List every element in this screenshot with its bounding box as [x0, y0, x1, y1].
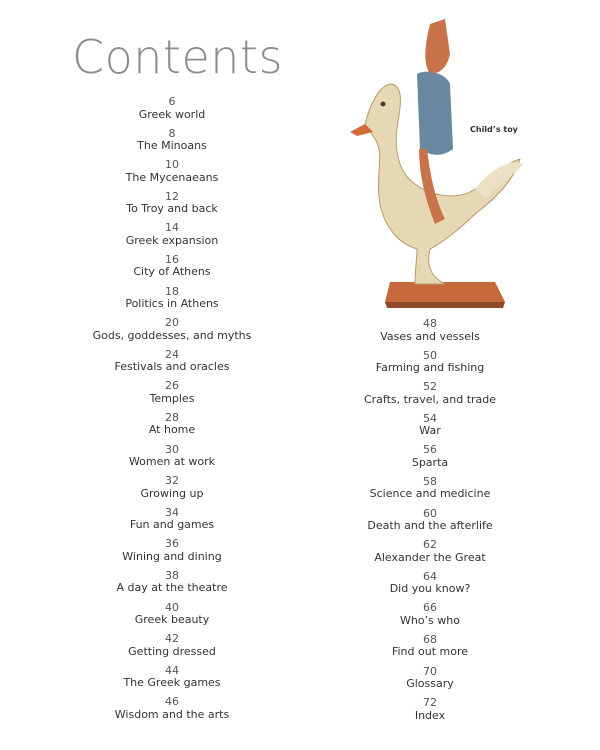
entry-title: Wining and dining: [122, 549, 222, 563]
entry-title: At home: [148, 423, 196, 437]
contents-entry: [310, 539, 550, 571]
entry-page-number: 10: [165, 158, 179, 172]
rider-head: [425, 19, 450, 73]
contents-entry: [310, 666, 550, 698]
entry-title: Gods, goddesses, and myths: [92, 328, 252, 342]
contents-entry: [310, 381, 550, 413]
entry-page-number: 66: [423, 601, 437, 615]
entry-title: Getting dressed: [128, 644, 216, 658]
contents-entry: [52, 380, 292, 412]
contents-entry: [52, 507, 292, 539]
entry-title: Find out more: [391, 645, 469, 659]
image-caption: Child’s toy: [470, 125, 518, 134]
entry-page-number: 20: [165, 316, 179, 330]
entry-page-number: 12: [165, 189, 179, 203]
contents-entry: [52, 128, 292, 160]
contents-entry: [52, 159, 292, 191]
contents-entry: [52, 349, 292, 381]
contents-entry: [310, 571, 550, 603]
page-title: Contents: [72, 30, 283, 84]
contents-entry: [310, 697, 550, 729]
entry-title: Wisdom and the arts: [114, 707, 230, 721]
contents-entry: [310, 413, 550, 445]
entry-page-number: 50: [423, 348, 437, 362]
entry-page-number: 62: [423, 538, 437, 552]
entry-title: The Mycenaeans: [125, 170, 219, 184]
contents-entry: [52, 317, 292, 349]
entry-page-number: 28: [165, 410, 179, 424]
entry-title: Sparta: [411, 455, 449, 469]
contents-entry: [310, 602, 550, 634]
entry-title: Science and medicine: [369, 487, 491, 501]
entry-title: Farming and fishing: [375, 361, 485, 375]
entry-title: Glossary: [406, 677, 454, 691]
contents-entry: [52, 665, 292, 697]
entry-title: Index: [414, 708, 446, 722]
entry-title: Temples: [149, 391, 195, 405]
entry-page-number: 30: [165, 442, 179, 456]
childs-toy-image: [345, 14, 525, 314]
entry-title: Politics in Athens: [125, 297, 219, 311]
contents-entry: [52, 633, 292, 665]
contents-entry: [52, 444, 292, 476]
entry-page-number: 56: [423, 443, 437, 457]
entry-page-number: 48: [423, 317, 437, 330]
entry-page-number: 14: [165, 221, 179, 235]
entry-page-number: 64: [423, 569, 437, 583]
entry-page-number: 70: [423, 664, 437, 678]
entry-title: Crafts, travel, and trade: [363, 392, 497, 406]
contents-entry: [52, 696, 292, 728]
entry-page-number: 36: [165, 537, 179, 551]
entry-page-number: 16: [165, 252, 179, 266]
contents-entry: [52, 538, 292, 570]
entry-page-number: 54: [423, 411, 437, 425]
entry-title: Did you know?: [389, 582, 471, 596]
entry-page-number: 34: [165, 505, 179, 519]
entry-page-number: 40: [165, 600, 179, 614]
entry-title: The Minoans: [137, 139, 207, 153]
contents-list-left: [52, 96, 292, 728]
contents-entry: [52, 96, 292, 128]
entry-title: To Troy and back: [126, 202, 218, 216]
entry-page-number: 32: [165, 474, 179, 488]
entry-title: Vases and vessels: [380, 329, 480, 343]
entry-title: Greek world: [138, 107, 206, 121]
entry-page-number: 52: [423, 380, 437, 394]
entry-page-number: 26: [165, 379, 179, 393]
entry-page-number: 6: [168, 95, 176, 108]
entry-title: A day at the theatre: [116, 581, 228, 595]
contents-entry: [310, 634, 550, 666]
entry-page-number: 38: [165, 568, 179, 582]
entry-title: Festivals and oracles: [114, 360, 230, 374]
contents-entry: [310, 476, 550, 508]
rider-cloak: [417, 72, 453, 155]
contents-entry: [52, 191, 292, 223]
contents-entry: [310, 444, 550, 476]
entry-title: Greek beauty: [134, 613, 210, 626]
contents-entry: [310, 350, 550, 382]
contents-entry: [52, 475, 292, 507]
entry-title: Women at work: [128, 455, 216, 469]
entry-page-number: 72: [423, 696, 437, 710]
contents-entry: [310, 318, 550, 350]
contents-entry: [52, 286, 292, 318]
contents-entry: [52, 602, 292, 634]
entry-page-number: 8: [168, 126, 176, 140]
entry-page-number: 44: [165, 663, 179, 677]
entry-page-number: 60: [423, 506, 437, 520]
entry-page-number: 46: [165, 695, 179, 709]
entry-page-number: 42: [165, 632, 179, 646]
entry-title: Death and the afterlife: [367, 519, 493, 533]
entry-title: Growing up: [140, 486, 204, 500]
entry-title: Alexander the Great: [374, 550, 486, 564]
entry-title: Fun and games: [129, 518, 215, 532]
contents-entry: [310, 508, 550, 540]
entry-page-number: 18: [165, 284, 179, 298]
entry-title: Who’s who: [399, 613, 460, 627]
entry-title: City of Athens: [133, 265, 211, 279]
contents-entry: [52, 570, 292, 602]
entry-page-number: 58: [423, 474, 437, 488]
entry-page-number: 24: [165, 347, 179, 361]
contents-entry: [52, 222, 292, 254]
contents-entry: [52, 412, 292, 444]
contents-entry: [52, 254, 292, 286]
contents-list-right: [310, 318, 550, 729]
entry-title: Greek expansion: [125, 233, 219, 247]
toy-base: [385, 282, 505, 302]
entry-page-number: 68: [423, 632, 437, 646]
entry-title: The Greek games: [123, 676, 221, 690]
entry-title: War: [419, 424, 441, 438]
